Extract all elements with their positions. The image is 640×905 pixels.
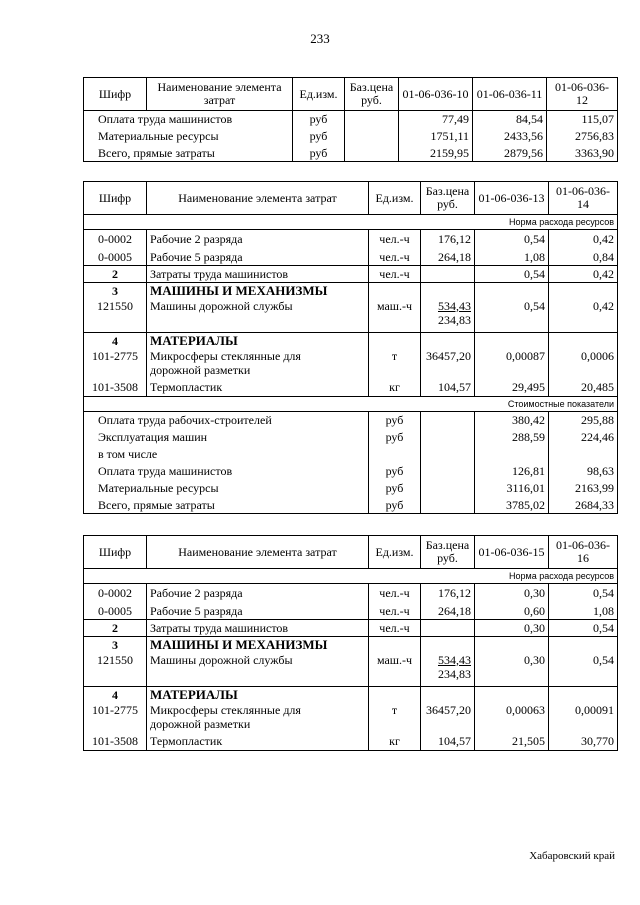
section-code: 4 (84, 687, 147, 703)
row-value: 1,08 (549, 603, 618, 620)
row-price: 264,18 (421, 249, 475, 266)
cost-unit: руб (369, 412, 421, 429)
table-row (84, 584, 618, 603)
row-name: Рабочие 2 разряда (147, 230, 369, 249)
row-name: Оплата труда машинистов (84, 111, 293, 128)
row-code: 121550 (84, 299, 147, 333)
row-value: 0,42 (549, 299, 618, 333)
row-code: 0-0005 (84, 603, 147, 620)
table-row (84, 349, 618, 379)
row-unit: чел.-ч (369, 620, 421, 637)
header-col-1: 01-06-036-10 (399, 78, 473, 111)
price-main: 534,43 (438, 652, 471, 667)
row-value: 0,00091 (549, 703, 618, 733)
cost-value: 295,88 (549, 412, 618, 429)
table-row (84, 230, 618, 249)
footer-region: Хабаровский край (529, 850, 615, 862)
row-code: 101-2775 (84, 349, 147, 379)
section-row (84, 687, 618, 703)
row-value: 0,54 (475, 266, 549, 283)
header-col-2: 01-06-036-11 (473, 78, 547, 111)
norm-label: Норма расхода ресурсов (84, 569, 618, 584)
table-row (84, 379, 618, 397)
table-3-header (84, 536, 618, 569)
row-value: 0,54 (549, 653, 618, 687)
row-value: 77,49 (399, 111, 473, 128)
row-value: 0,42 (549, 266, 618, 283)
price-secondary: 234,83 (438, 312, 471, 327)
cost-value: 288,59 (475, 429, 549, 446)
row-value: 115,07 (547, 111, 618, 128)
row-value: 0,54 (549, 620, 618, 637)
cost-unit: руб (369, 497, 421, 514)
row-unit: чел.-ч (369, 249, 421, 266)
section-code: 3 (84, 637, 147, 653)
row-code: 2 (84, 266, 147, 283)
cost-value: 2684,33 (549, 497, 618, 514)
row-value: 29,495 (475, 379, 549, 397)
row-value: 20,485 (549, 379, 618, 397)
cost-unit: руб (369, 463, 421, 480)
row-value: 30,770 (549, 733, 618, 751)
name-line-1: Микросферы стеклянные для (150, 702, 301, 717)
row-value: 0,54 (475, 230, 549, 249)
cost-value: 2163,99 (549, 480, 618, 497)
cost-row (84, 412, 618, 429)
section-title: МАТЕРИАЛЫ (147, 333, 369, 349)
row-value: 0,00087 (475, 349, 549, 379)
row-value: 0,30 (475, 584, 549, 603)
row-code: 2 (84, 620, 147, 637)
table-3 (83, 535, 618, 751)
row-name: Машины дорожной службы (147, 653, 369, 687)
row-name (147, 703, 369, 733)
price-main: 534,43 (438, 298, 471, 313)
header-col-1: 01-06-036-15 (475, 536, 549, 569)
row-price: 104,57 (421, 733, 475, 751)
header-price: Баз.цена руб. (421, 182, 475, 215)
row-price: 264,18 (421, 603, 475, 620)
cost-value (549, 446, 618, 463)
row-unit: маш.-ч (369, 299, 421, 333)
row-unit: маш.-ч (369, 653, 421, 687)
table-row (84, 299, 618, 333)
row-name: Термопластик (147, 379, 369, 397)
table-2 (83, 181, 618, 514)
section-code: 4 (84, 333, 147, 349)
cost-row (84, 429, 618, 446)
norm-label-row (84, 569, 618, 584)
row-value: 2756,83 (547, 128, 618, 145)
header-name: Наименование элемента затрат (147, 182, 369, 215)
cost-name: Эксплуатация машин (84, 429, 369, 446)
row-value: 0,30 (475, 620, 549, 637)
row-value: 0,84 (549, 249, 618, 266)
section-title: МАШИНЫ И МЕХАНИЗМЫ (147, 637, 369, 653)
row-code: 101-3508 (84, 379, 147, 397)
table-row (84, 111, 618, 128)
header-col-2: 01-06-036-16 (549, 536, 618, 569)
row-unit: кг (369, 733, 421, 751)
row-value: 0,30 (475, 653, 549, 687)
section-row (84, 333, 618, 349)
row-price: 176,12 (421, 584, 475, 603)
header-unit: Ед.изм. (369, 536, 421, 569)
header-name: Наименование элемента затрат (147, 536, 369, 569)
header-name: Наименование элемента затрат (147, 78, 293, 111)
row-value: 2433,56 (473, 128, 547, 145)
table-1 (83, 77, 618, 162)
row-unit: руб (293, 128, 345, 145)
row-value: 0,60 (475, 603, 549, 620)
table-row (84, 128, 618, 145)
row-code: 0-0002 (84, 584, 147, 603)
row-value: 3363,90 (547, 145, 618, 162)
row-value: 0,42 (549, 230, 618, 249)
page-number: 233 (310, 31, 330, 46)
cost-row (84, 463, 618, 480)
cost-value: 224,46 (549, 429, 618, 446)
row-value: 21,505 (475, 733, 549, 751)
header-price: Баз.цена руб. (345, 78, 399, 111)
cost-value: 3785,02 (475, 497, 549, 514)
row-value: 0,54 (549, 584, 618, 603)
header-price: Баз.цена руб. (421, 536, 475, 569)
table-row (84, 266, 618, 283)
cost-unit: руб (369, 480, 421, 497)
row-price: 176,12 (421, 230, 475, 249)
row-unit: руб (293, 145, 345, 162)
table-row (84, 703, 618, 733)
cost-value: 3116,01 (475, 480, 549, 497)
cost-value (475, 446, 549, 463)
cost-name: в том числе (84, 446, 369, 463)
cost-label: Стоимостные показатели (84, 397, 618, 412)
name-line-1: Микросферы стеклянные для (150, 348, 301, 363)
header-code: Шифр (84, 78, 147, 111)
row-unit: чел.-ч (369, 266, 421, 283)
table-1-header (84, 78, 618, 111)
row-price: 36457,20 (421, 349, 475, 379)
row-name: Всего, прямые затраты (84, 145, 293, 162)
row-name: Материальные ресурсы (84, 128, 293, 145)
row-unit: т (369, 703, 421, 733)
row-price: 104,57 (421, 379, 475, 397)
row-value: 1,08 (475, 249, 549, 266)
row-unit: чел.-ч (369, 584, 421, 603)
table-row (84, 733, 618, 751)
table-row (84, 653, 618, 687)
cost-name: Материальные ресурсы (84, 480, 369, 497)
row-value: 2159,95 (399, 145, 473, 162)
cost-value: 98,63 (549, 463, 618, 480)
name-line-2: дорожной разметки (150, 362, 251, 377)
row-unit: чел.-ч (369, 230, 421, 249)
table-row (84, 620, 618, 637)
header-unit: Ед.изм. (293, 78, 345, 111)
row-name: Затраты труда машинистов (147, 266, 369, 283)
header-code: Шифр (84, 536, 147, 569)
row-code: 121550 (84, 653, 147, 687)
name-line-2: дорожной разметки (150, 716, 251, 731)
row-value: 0,0006 (549, 349, 618, 379)
cost-unit (369, 446, 421, 463)
section-code: 3 (84, 283, 147, 299)
row-value: 84,54 (473, 111, 547, 128)
header-code: Шифр (84, 182, 147, 215)
row-code: 101-2775 (84, 703, 147, 733)
row-price (421, 299, 475, 333)
section-row (84, 637, 618, 653)
table-2-header (84, 182, 618, 215)
row-price (421, 266, 475, 283)
header-col-1: 01-06-036-13 (475, 182, 549, 215)
row-price (421, 653, 475, 687)
row-name: Рабочие 5 разряда (147, 603, 369, 620)
row-value: 0,54 (475, 299, 549, 333)
cost-unit: руб (369, 429, 421, 446)
row-name (147, 349, 369, 379)
row-unit: кг (369, 379, 421, 397)
cost-name: Оплата труда машинистов (84, 463, 369, 480)
row-value: 0,00063 (475, 703, 549, 733)
cost-value: 126,81 (475, 463, 549, 480)
norm-label-row (84, 215, 618, 230)
cost-row (84, 480, 618, 497)
row-code: 0-0002 (84, 230, 147, 249)
section-title: МАТЕРИАЛЫ (147, 687, 369, 703)
row-unit: т (369, 349, 421, 379)
row-unit: руб (293, 111, 345, 128)
cost-row (84, 446, 618, 463)
row-price (421, 620, 475, 637)
norm-label: Норма расхода ресурсов (84, 215, 618, 230)
row-code: 0-0005 (84, 249, 147, 266)
cost-value: 380,42 (475, 412, 549, 429)
cost-name: Оплата труда рабочих-строителей (84, 412, 369, 429)
section-row (84, 283, 618, 299)
cost-row (84, 497, 618, 514)
cost-name: Всего, прямые затраты (84, 497, 369, 514)
row-value: 1751,11 (399, 128, 473, 145)
row-name: Машины дорожной службы (147, 299, 369, 333)
row-price: 36457,20 (421, 703, 475, 733)
header-unit: Ед.изм. (369, 182, 421, 215)
table-row (84, 145, 618, 162)
price-secondary: 234,83 (438, 666, 471, 681)
row-name: Затраты труда машинистов (147, 620, 369, 637)
row-unit: чел.-ч (369, 603, 421, 620)
row-value: 2879,56 (473, 145, 547, 162)
table-row (84, 603, 618, 620)
header-col-3: 01-06-036-12 (547, 78, 618, 111)
section-title: МАШИНЫ И МЕХАНИЗМЫ (147, 283, 369, 299)
row-name: Рабочие 2 разряда (147, 584, 369, 603)
header-col-2: 01-06-036-14 (549, 182, 618, 215)
table-row (84, 249, 618, 266)
row-name: Термопластик (147, 733, 369, 751)
row-name: Рабочие 5 разряда (147, 249, 369, 266)
cost-label-row (84, 397, 618, 412)
row-code: 101-3508 (84, 733, 147, 751)
